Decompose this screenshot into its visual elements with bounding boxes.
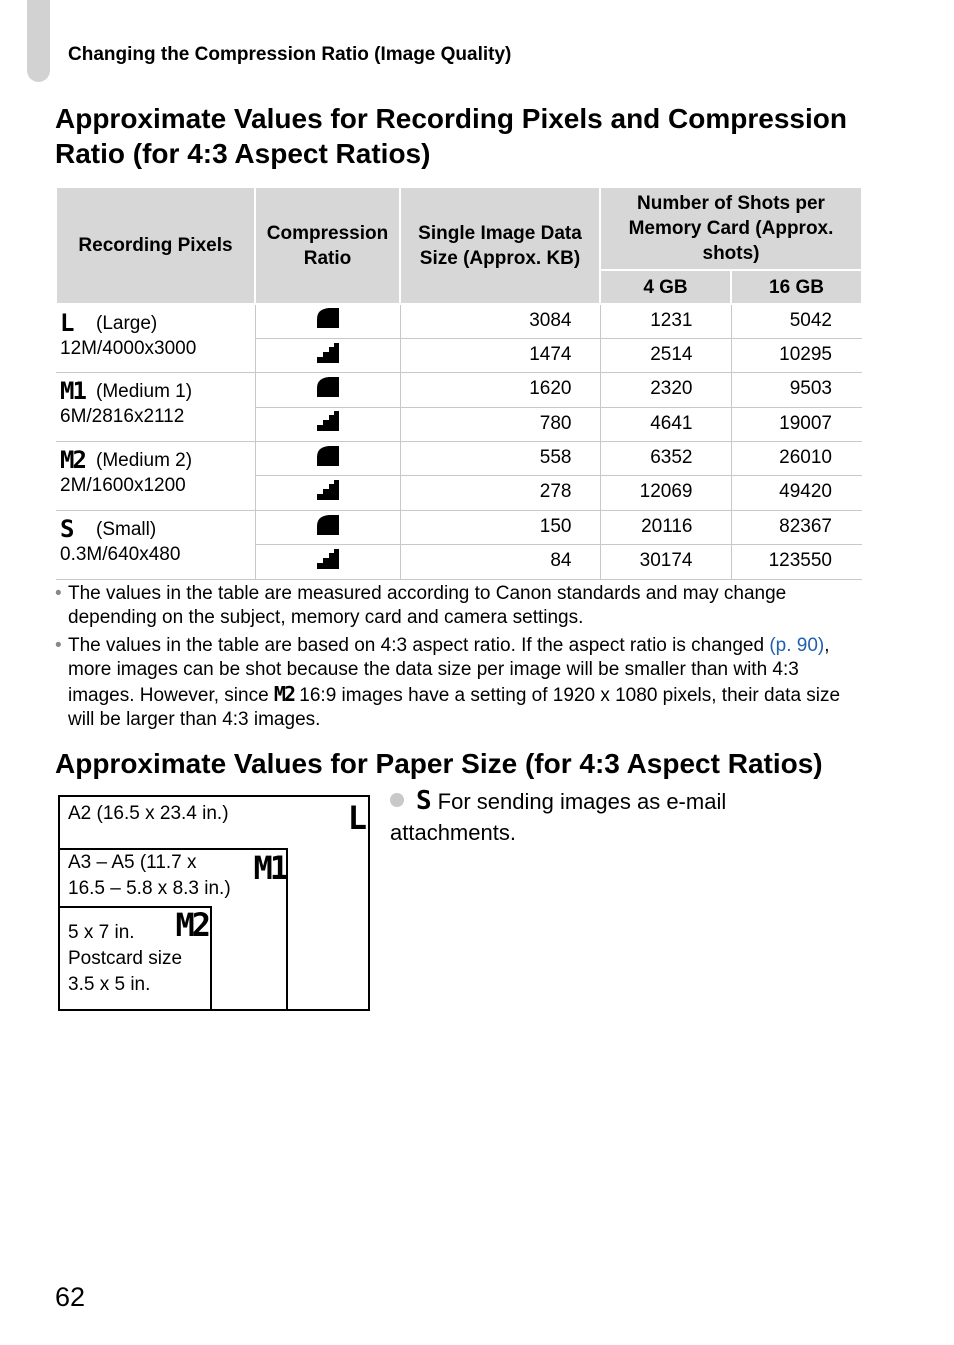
pixel-size-name: (Medium 1) — [96, 381, 193, 403]
compression-cell — [255, 304, 400, 338]
paper-m1-label — [68, 850, 231, 902]
pixel-size-name: (Large) — [96, 313, 158, 334]
data-size-cell: 3084 — [400, 304, 600, 338]
paper-l-label: A2 (16.5 x 23.4 in.) — [68, 803, 229, 824]
paper-m2-label — [68, 920, 182, 998]
shots-4gb-cell: 2320 — [600, 373, 731, 407]
data-size-cell: 558 — [400, 442, 600, 476]
medium2-icon: M2 — [273, 682, 295, 706]
notes-list — [55, 582, 865, 736]
recording-pixels-cell — [56, 373, 255, 442]
shots-16gb-cell: 26010 — [731, 442, 862, 476]
shots-16gb-cell: 49420 — [731, 476, 862, 510]
fine-quality-icon — [315, 382, 341, 403]
recording-pixels-table — [55, 186, 863, 580]
section-title-paper-size: Approximate Values for Paper Size (for 4:3 Aspect Ratios) — [55, 748, 823, 779]
data-size-cell: 780 — [400, 407, 600, 441]
header-shots: Number of Shots per Memory Card (Approx. shots) — [600, 187, 862, 270]
paper-size-diagram — [58, 795, 370, 1011]
compression-cell — [255, 373, 400, 407]
shots-4gb-cell: 4641 — [600, 407, 731, 441]
compression-cell — [255, 442, 400, 476]
shots-16gb-cell: 82367 — [731, 510, 862, 544]
normal-quality-icon — [315, 348, 341, 369]
data-size-cell: 278 — [400, 476, 600, 510]
small-note-text: For sending images as e-mail attachments. — [390, 789, 727, 845]
shots-16gb-cell: 5042 — [731, 304, 862, 338]
compression-cell — [255, 407, 400, 441]
shots-16gb-cell: 9503 — [731, 373, 862, 407]
paper-m2-label-line: Postcard size — [68, 948, 183, 969]
pixel-resolution: 6M/2816x2112 — [60, 406, 185, 428]
pixel-size-name: (Medium 2) — [96, 450, 193, 472]
data-size-cell: 150 — [400, 510, 600, 544]
small-icon: S — [416, 786, 432, 816]
compression-cell — [255, 510, 400, 544]
pixel-resolution: 2M/1600x1200 — [60, 475, 186, 497]
shots-4gb-cell: 1231 — [600, 304, 731, 338]
note-bullet — [55, 634, 865, 732]
recording-pixels-cell — [56, 442, 255, 511]
paper-m1-box — [60, 848, 288, 1011]
header-4gb: 4 GB — [600, 270, 731, 304]
header-recording-pixels: Recording Pixels — [56, 187, 255, 304]
recording-pixels-cell — [56, 304, 255, 373]
running-head: Changing the Compression Ratio (Image Quality) — [68, 44, 512, 65]
paper-m2-label-line: 3.5 x 5 in. — [68, 974, 151, 995]
header-compression-ratio: Compression Ratio — [255, 187, 400, 304]
shots-4gb-cell: 20116 — [600, 510, 731, 544]
shots-4gb-cell: 12069 — [600, 476, 731, 510]
paper-m1-label-line: A3 – A5 (11.7 x — [68, 852, 197, 873]
fine-quality-icon — [315, 520, 341, 541]
pixel-size-icon: M2 — [60, 446, 85, 475]
shots-16gb-cell: 19007 — [731, 407, 862, 441]
header-16gb: 16 GB — [731, 270, 862, 304]
note-text: The values in the table are based on 4:3 aspect ratio. If the aspect ratio is changed — [68, 635, 770, 656]
paper-m2-box — [60, 906, 212, 1011]
shots-4gb-cell: 30174 — [600, 545, 731, 579]
table-row — [56, 304, 862, 338]
small-note — [390, 786, 810, 848]
header-data-size: Single Image Data Size (Approx. KB) — [400, 187, 600, 304]
data-size-cell: 1620 — [400, 373, 600, 407]
pixel-resolution: 0.3M/640x480 — [60, 543, 181, 565]
pixel-size-icon: S — [60, 514, 73, 543]
normal-quality-icon — [315, 416, 341, 437]
compression-cell — [255, 476, 400, 510]
note-bullet — [55, 582, 865, 630]
pixel-size-icon: M1 — [60, 377, 85, 406]
fine-quality-icon — [315, 313, 341, 334]
compression-cell — [255, 545, 400, 579]
note-text: The values in the table are measured according to Canon standards and may change depending on the subject, memory card and camera settings. — [68, 583, 787, 628]
shots-4gb-cell: 2514 — [600, 338, 731, 372]
shots-16gb-cell: 123550 — [731, 545, 862, 579]
note-text: 16:9 images have a setting of 1920 x 1080 pixels, their data size will be larger than 4:3 images. — [68, 685, 841, 730]
normal-quality-icon — [315, 554, 341, 575]
data-size-cell: 84 — [400, 545, 600, 579]
pixel-size-icon: L — [60, 309, 73, 337]
pixel-size-name: (Small) — [96, 518, 157, 540]
table-row — [56, 373, 862, 407]
table-row — [56, 510, 862, 544]
shots-4gb-cell: 6352 — [600, 442, 731, 476]
paper-m1-label-line: 16.5 – 5.8 x 8.3 in.) — [68, 878, 231, 899]
note-text: , more images can be shot because the data size per image will be smaller than with 4:3 images. However, since — [68, 635, 830, 706]
medium2-icon: M2 — [175, 906, 208, 944]
compression-cell — [255, 338, 400, 372]
table-row — [56, 442, 862, 476]
pixel-resolution: 12M/4000x3000 — [60, 338, 197, 359]
paper-m2-label-line: 5 x 7 in. — [68, 922, 135, 943]
shots-16gb-cell: 10295 — [731, 338, 862, 372]
page-number: 62 — [55, 1282, 86, 1312]
side-tab — [27, 0, 50, 82]
bullet-dot-icon — [390, 793, 404, 807]
data-size-cell: 1474 — [400, 338, 600, 372]
page-link[interactable]: (p. 90) — [769, 635, 825, 656]
fine-quality-icon — [315, 451, 341, 472]
large-icon: L — [347, 799, 364, 837]
medium1-icon: M1 — [253, 849, 286, 887]
section-title-recording-pixels: Approximate Values for Recording Pixels and Compression Ratio (for 4:3 Aspect Ratios) — [55, 103, 847, 169]
recording-pixels-cell — [56, 510, 255, 579]
normal-quality-icon — [315, 485, 341, 506]
